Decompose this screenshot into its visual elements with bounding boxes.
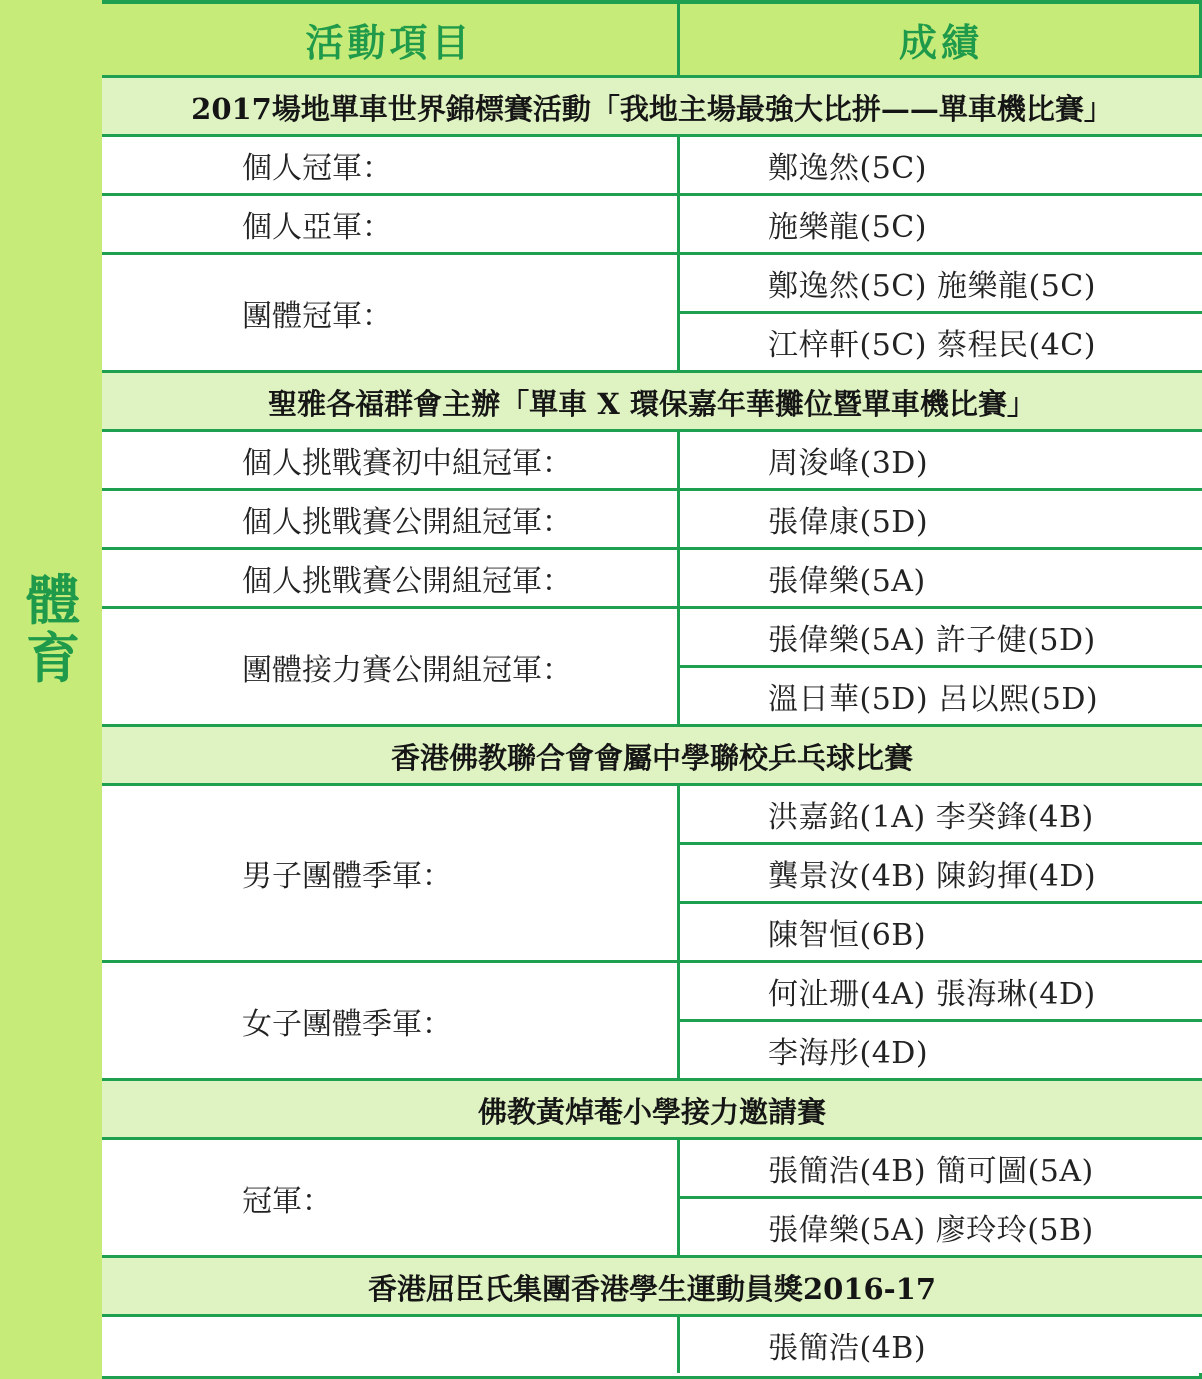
section-title: 聖雅各福群會主辦「單車 X 環保嘉年華攤位暨單車機比賽」: [102, 370, 1202, 429]
result-cell: 龔景汝(4B) 陳鈞揮(4D): [680, 842, 1202, 901]
table-header: [102, 0, 1202, 75]
result-cell: 施樂龍(5C): [768, 210, 927, 245]
category-char-1: 體: [26, 569, 80, 632]
category-label: [22, 569, 84, 690]
table-row: [102, 783, 1202, 960]
result-cell: 張偉樂(5A): [768, 564, 926, 599]
result-cell: 陳智恒(6B): [680, 901, 1202, 960]
award-label: 女子團體季軍：: [102, 963, 680, 1078]
table-row: [102, 547, 1202, 606]
award-label: 個人冠軍：: [102, 137, 680, 193]
result-cell: 洪嘉銘(1A) 李癸鋒(4B): [768, 800, 1094, 835]
result-cell: 李海彤(4D): [680, 1019, 1202, 1078]
table-row: [102, 606, 1202, 724]
award-label: 冠軍：: [102, 1140, 680, 1255]
table-row: [102, 1314, 1202, 1373]
header-result: 成績: [898, 21, 983, 65]
sidebar: [0, 0, 102, 1379]
result-cell: 張偉樂(5A) 許子健(5D): [768, 623, 1096, 658]
result-cell: 溫日華(5D) 呂以熙(5D): [680, 665, 1202, 724]
category-char-2: 育: [26, 627, 80, 690]
award-label: 團體冠軍：: [102, 255, 680, 370]
results-table: [102, 0, 1202, 1379]
award-label: 個人亞軍：: [102, 196, 680, 252]
section-title: 佛教黃焯菴小學接力邀請賽: [102, 1078, 1202, 1137]
table-row: [102, 488, 1202, 547]
result-cell: 鄭逸然(5C): [768, 151, 927, 186]
header-activity: 活動項目: [102, 4, 680, 75]
result-cell: 張簡浩(4B) 簡可圖(5A): [768, 1154, 1094, 1189]
result-cell: 張簡浩(4B): [768, 1331, 927, 1366]
table-row: [102, 134, 1202, 193]
result-cell: 何沚珊(4A) 張海琳(4D): [768, 977, 1096, 1012]
table-row: [102, 252, 1202, 370]
result-cell: 鄭逸然(5C) 施樂龍(5C): [768, 269, 1096, 304]
table-row: [102, 193, 1202, 252]
result-cell: 周浚峰(3D): [768, 446, 929, 481]
award-label: [102, 1317, 680, 1373]
section-title: 香港屈臣氏集團香港學生運動員獎2016-17: [102, 1255, 1202, 1314]
result-cell: 江梓軒(5C) 蔡程民(4C): [680, 311, 1202, 370]
award-label: 個人挑戰賽初中組冠軍：: [102, 432, 680, 488]
section-title: 香港佛教聯合會會屬中學聯校乒乓球比賽: [102, 724, 1202, 783]
section-title: 2017場地單車世界錦標賽活動「我地主場最強大比拼——單車機比賽」: [102, 75, 1202, 134]
award-label: 個人挑戰賽公開組冠軍：: [102, 550, 680, 606]
table-row: [102, 960, 1202, 1078]
award-label: 團體接力賽公開組冠軍：: [102, 609, 680, 724]
award-label: 男子團體季軍：: [102, 786, 680, 960]
table-row: [102, 429, 1202, 488]
table-row: [102, 1137, 1202, 1255]
award-label: 個人挑戰賽公開組冠軍：: [102, 491, 680, 547]
result-cell: 張偉康(5D): [768, 505, 929, 540]
result-cell: 張偉樂(5A) 廖玲玲(5B): [680, 1196, 1202, 1255]
